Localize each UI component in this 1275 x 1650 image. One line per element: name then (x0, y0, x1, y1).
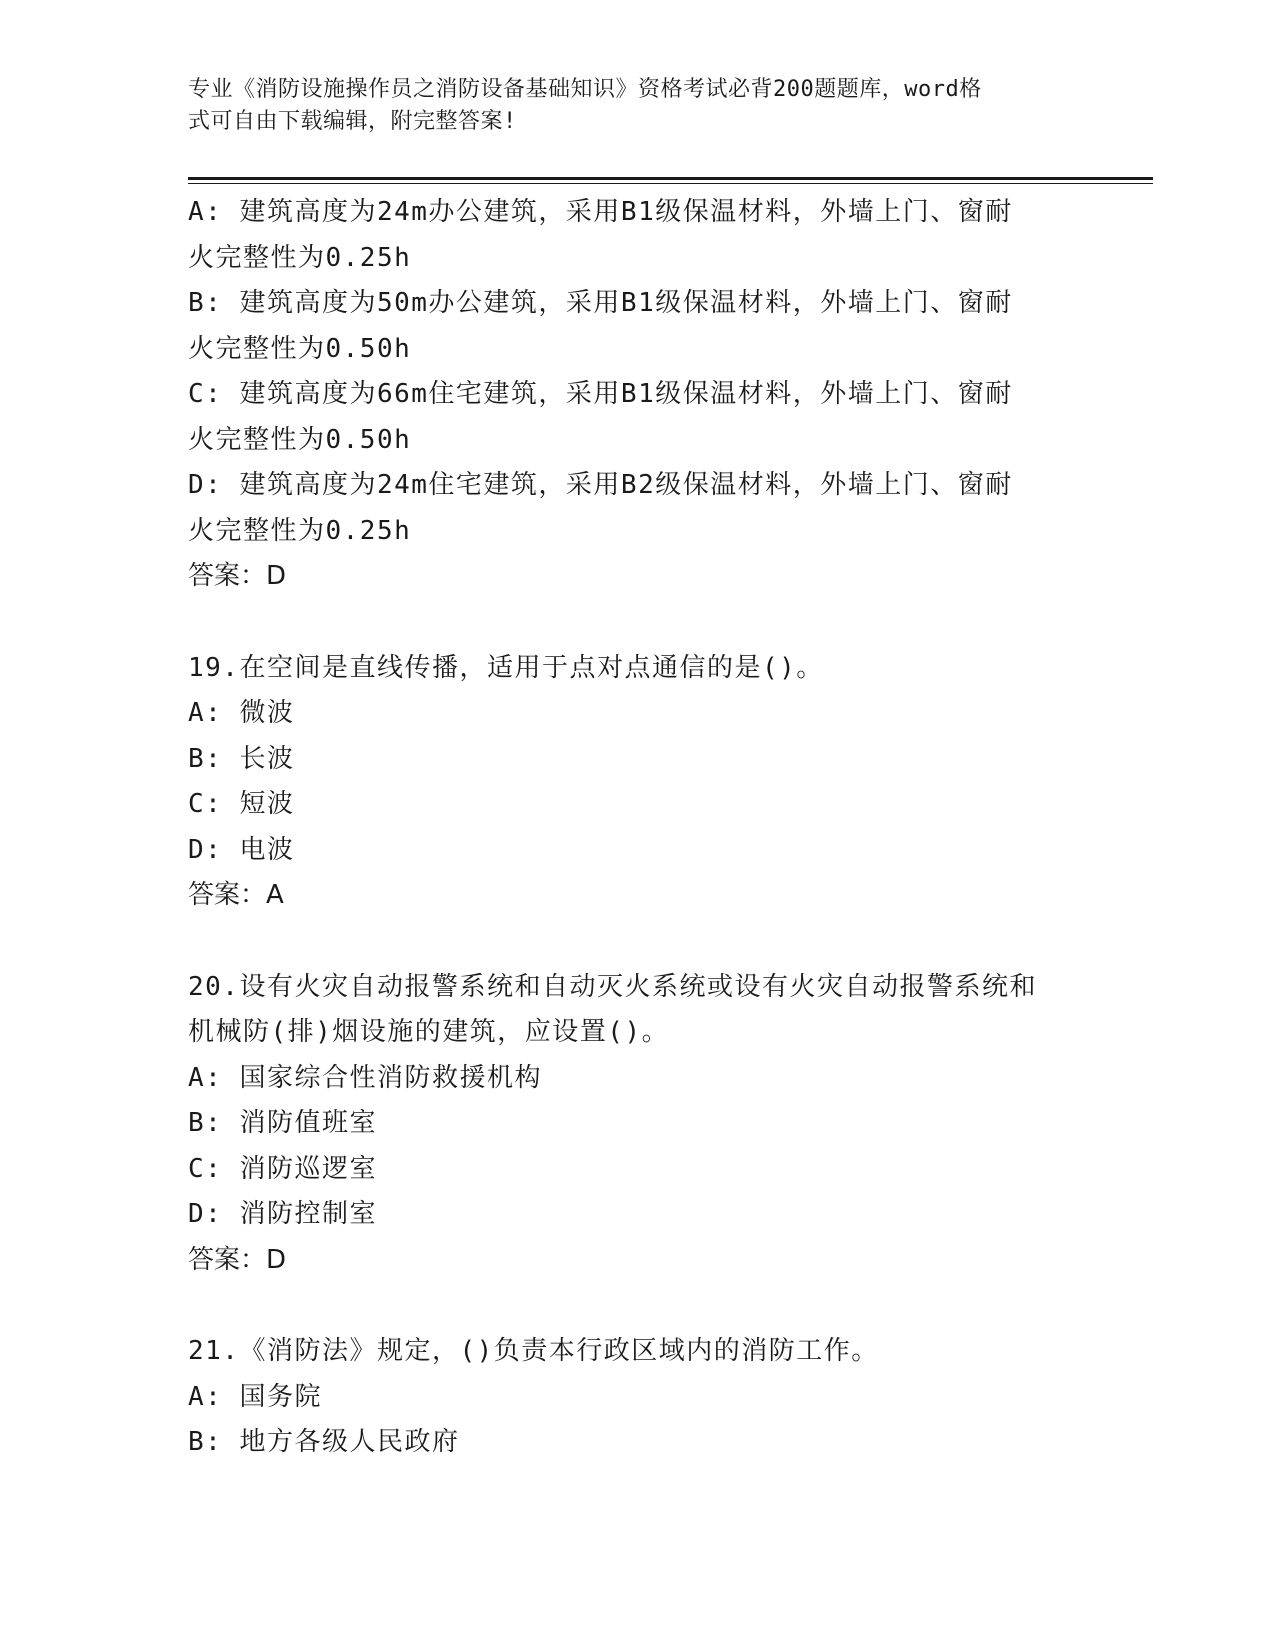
question-text: 20.设有火灾自动报警系统和自动灭火系统或设有火灾自动报警系统和 (188, 971, 1037, 1002)
header-line-2: 式可自由下载编辑，附完整答案! (188, 109, 517, 134)
option-line: B: 地方各级人民政府 (188, 1427, 460, 1457)
header-line-1: 专业《消防设施操作员之消防设备基础知识》资格考试必背200题题库，word格 (188, 77, 982, 102)
option-line: 火完整性为0.50h (188, 424, 412, 455)
option-line: B: 建筑高度为50m办公建筑，采用B1级保温材料，外墙上门、窗耐 (188, 288, 1013, 318)
spacer (188, 600, 1083, 646)
question-text: 19.在空间是直线传播，适用于点对点通信的是()。 (188, 652, 824, 683)
question-20-block (188, 965, 1083, 1284)
spacer (188, 919, 1083, 965)
question-19-block (188, 646, 1083, 919)
option-line: C: 建筑高度为66m住宅建筑，采用B1级保温材料，外墙上门、窗耐 (188, 379, 1013, 409)
option-line: 火完整性为0.25h (188, 242, 412, 273)
question-content (188, 190, 1083, 1466)
answer-line: 答案：A (188, 880, 284, 910)
option-line: D: 建筑高度为24m住宅建筑，采用B2级保温材料，外墙上门、窗耐 (188, 470, 1013, 500)
header-divider-thick (188, 177, 1153, 180)
question-18-block (188, 190, 1083, 600)
spacer (188, 1283, 1083, 1329)
question-text: 机械防(排)烟设施的建筑，应设置()。 (188, 1017, 670, 1047)
question-21-block (188, 1329, 1083, 1466)
option-line: D: 电波 (188, 834, 295, 865)
answer-line: 答案：D (188, 1244, 287, 1275)
question-text: 21.《消防法》规定，()负责本行政区域内的消防工作。 (188, 1336, 879, 1366)
option-line: 火完整性为0.25h (188, 515, 412, 546)
header-divider-thin (188, 183, 1153, 184)
option-line: C: 短波 (188, 789, 295, 819)
option-line: C: 消防巡逻室 (188, 1153, 377, 1184)
answer-line: 答案：D (188, 561, 287, 591)
option-line: B: 消防值班室 (188, 1108, 377, 1138)
option-line: 火完整性为0.50h (188, 333, 412, 364)
document-header (188, 74, 1068, 138)
option-line: A: 微波 (188, 698, 295, 728)
option-line: A: 国家综合性消防救援机构 (188, 1062, 542, 1093)
option-line: B: 长波 (188, 743, 295, 774)
option-line: A: 建筑高度为24m办公建筑，采用B1级保温材料，外墙上门、窗耐 (188, 197, 1013, 227)
option-line: D: 消防控制室 (188, 1199, 377, 1229)
option-line: A: 国务院 (188, 1381, 322, 1412)
